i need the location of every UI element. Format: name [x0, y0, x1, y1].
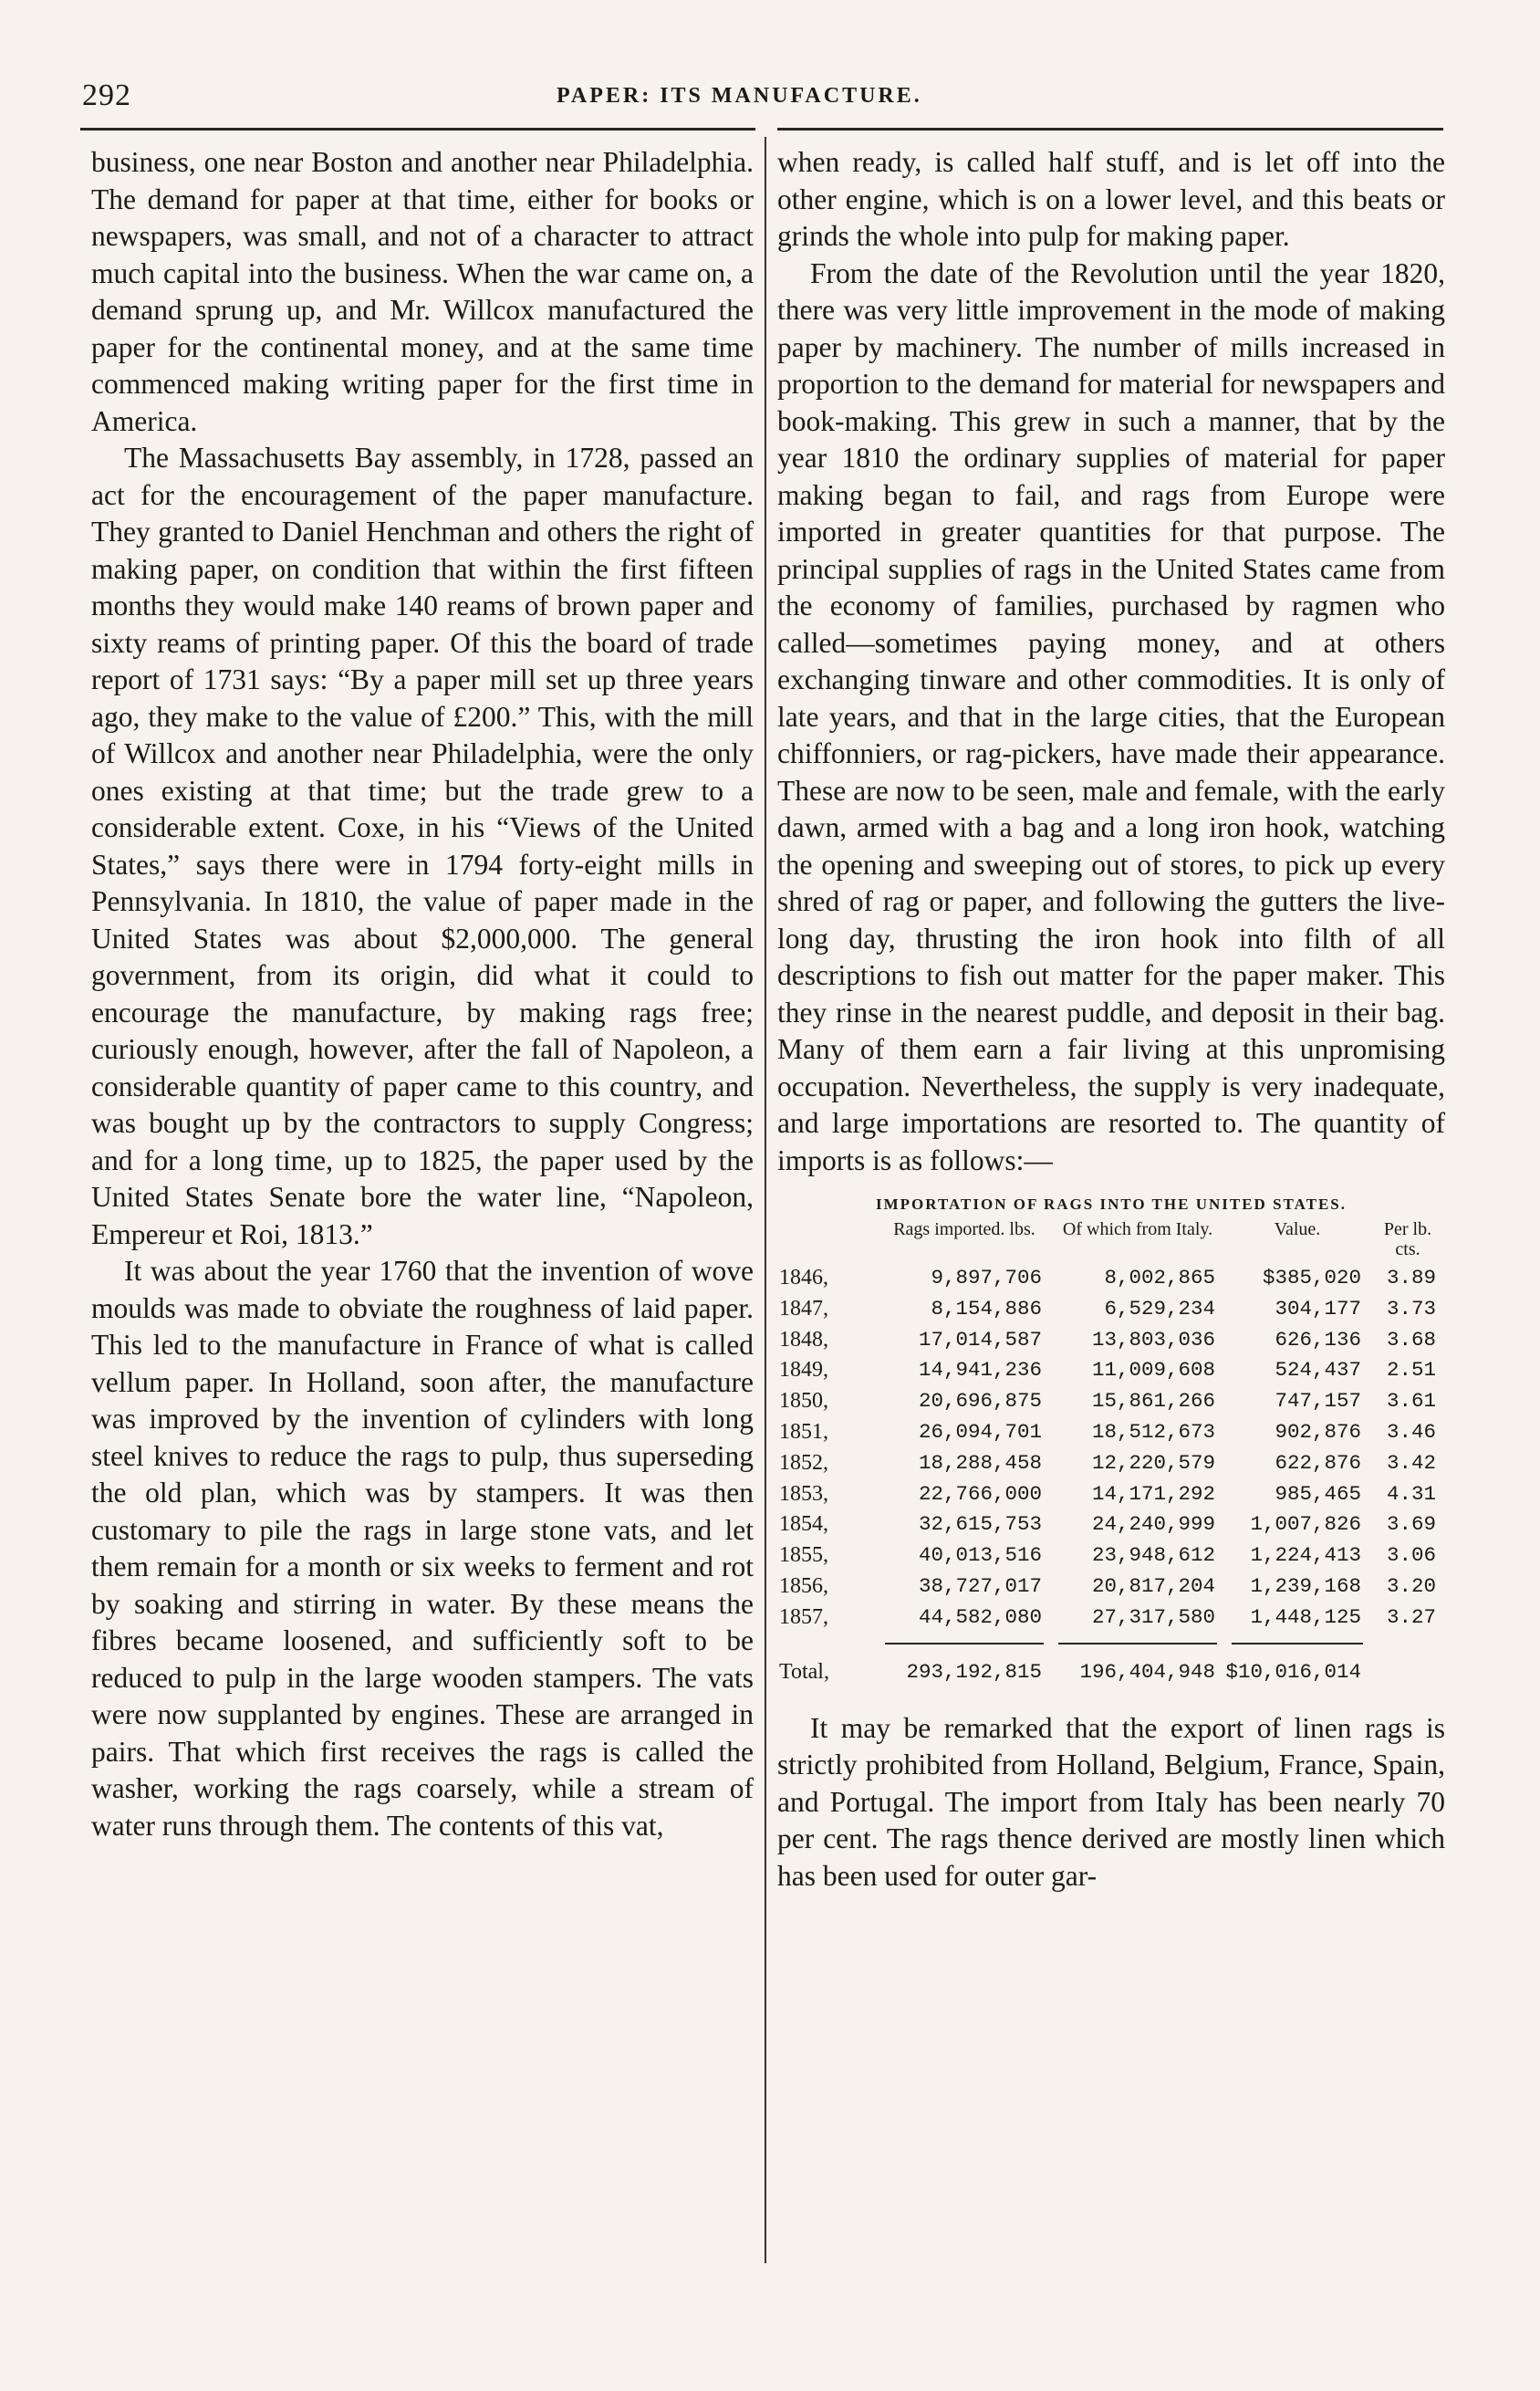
table-cell: 18,512,673 — [1091, 1419, 1215, 1444]
table-row — [777, 1571, 1445, 1603]
table-cell: 747,157 — [1275, 1389, 1361, 1414]
row-year: 1848, — [779, 1327, 828, 1352]
table-cell: 3.27 — [1386, 1604, 1436, 1629]
table-cell: 1,448,125 — [1250, 1604, 1361, 1629]
table-header-cell: Rags imported. lbs. — [893, 1219, 1035, 1239]
table-cell: 23,948,612 — [1091, 1543, 1215, 1568]
table-cell: 12,220,579 — [1091, 1450, 1215, 1475]
row-year: 1854, — [779, 1512, 828, 1537]
row-year: 1851, — [779, 1419, 828, 1444]
row-year: 1850, — [779, 1389, 828, 1414]
header-rule-left — [80, 128, 755, 131]
table-cell: 32,615,753 — [918, 1512, 1042, 1537]
page-header — [82, 78, 1441, 119]
table-cell: 2.51 — [1386, 1358, 1436, 1383]
table-total-row — [777, 1655, 1445, 1688]
table-row — [777, 1386, 1445, 1417]
table-cell: 622,876 — [1275, 1450, 1361, 1475]
table-cell: 902,876 — [1275, 1419, 1361, 1444]
table-cell: 22,766,000 — [918, 1481, 1042, 1506]
table-cell: 626,136 — [1275, 1327, 1361, 1352]
table-cell: 3.42 — [1386, 1450, 1436, 1475]
table-cell: 40,013,516 — [918, 1543, 1042, 1568]
table-cell: 6,529,234 — [1104, 1296, 1215, 1321]
table-row — [777, 1355, 1445, 1386]
paragraph: From the date of the Revolution until the year 1820, there was very little improvement in the mode of making paper by machinery. The number of mills increased in proportion to the demand for material for newspapers and book-making. This grew in such a manner, that by the year 1810 the ordinary supplies of material for paper making began to fail, and rags from Europe were imported in greater quantities for that purpose. The principal supplies of rags in the United States came from the economy of families, purchased by ragmen who called—sometimes paying money, and at others exchanging tinware and other commodities. It is only of late years, and that in the large cities, that the European chiffonniers, or rag-pickers, have made their appearance. These are now to be seen, male and female, with the early dawn, armed with a bag and a long iron hook, watching the opening and sweeping out of stores, to pick up every shred of rag or paper, and following the gutters the live-long day, thrusting the iron hook into filth of all descriptions to fish out matter for the paper maker. This they rinse in the nearest puddle, and deposit in their bag. Many of them earn a fair living at this unpromising occupation. Nevertheless, the supply is very inadequate, and large importations are resorted to. The quantity of imports is as follows:— — [777, 256, 1445, 1176]
column-divider — [765, 137, 766, 2263]
table-cell: 8,154,886 — [931, 1296, 1042, 1321]
total-rule — [777, 1643, 1445, 1655]
table-cell: 3.73 — [1386, 1296, 1436, 1321]
table-row — [777, 1479, 1445, 1510]
table-header-cell: Value. — [1274, 1219, 1321, 1239]
running-title: PAPER: ITS MANUFACTURE. — [557, 84, 922, 108]
table-row — [777, 1294, 1445, 1325]
table-row — [777, 1325, 1445, 1356]
total-cell: 196,404,948 — [1079, 1659, 1215, 1684]
table-cell: 15,861,266 — [1091, 1389, 1215, 1414]
table-cell: 18,288,458 — [918, 1450, 1042, 1475]
paragraph: It was about the year 1760 that the invention of wove moulds was made to obviate the roughness of laid paper. This led to the manufacture in France of what is called vellum paper. In Holland, soon after, the manufacture was improved by the invention of cylinders with long steel knives to reduce the rags to pulp, thus superseding the old plan, which was by stampers. It was then customary to pile the rags in large stone vats, and let them remain for a month or six weeks to ferment and rot by soaking and stirring in water. By these means the fibres became loosened, and sufficiently soft to be reduced to pulp in the large wooden stampers. The vats were now supplanted by engines. These are arranged in pairs. That which first receives the rags is called the washer, working the rags coarsely, while a stream of water runs through them. The contents of this vat, — [91, 1255, 754, 1842]
table-cell: 304,177 — [1275, 1296, 1361, 1321]
table-row — [777, 1509, 1445, 1540]
table-cell: 9,897,706 — [931, 1266, 1042, 1289]
paragraph: The Massachusetts Bay assembly, in 1728, passed an act for the encouragement of the paper manufacture. They granted to Daniel Henchman and others the right of making paper, on condition that within the first fifteen months they would make 140 reams of brown paper and sixty reams of printing paper. Of this the board of trade report of 1731 says: “By a paper mill set up three years ago, they make to the value of £200.” This, with the mill of Willcox and another near Philadelphia, were the only ones existing at that time; but the trade grew to a considerable extent. Coxe, in his “Views of the United States,” says there were in 1794 forty-eight mills in Pennsylvania. In 1810, the value of paper made in the United States was about $2,000,000. The general government, from its origin, did what it could to encourage the manufacture, by making rags free; curiously enough, however, after the fall of Napoleon, a considerable quantity of paper came to this country, and was bought up by the contractors to supply Congress; and for a long time, up to 1825, the paper used by the United States Senate bore the water line, “Napoleon, Empereur et Roi, 1813.” — [91, 442, 754, 1250]
row-year: 1846, — [779, 1266, 828, 1289]
imports-table — [777, 1196, 1445, 1688]
table-cell: 1,224,413 — [1250, 1543, 1361, 1568]
table-cell: 20,696,875 — [918, 1389, 1042, 1414]
paragraph: It may be remarked that the export of linen rags is strictly prohibited from Holland, Belgium, France, Spain, and Portugal. The import from Italy has been nearly 70 per cent. The rags thence derived are mostly linen which has been used for outer gar- — [777, 1711, 1445, 1892]
row-year: 1849, — [779, 1358, 828, 1383]
table-cell: 14,171,292 — [1091, 1481, 1215, 1506]
table-cell: 1,007,826 — [1250, 1512, 1361, 1537]
row-year: 1852, — [779, 1450, 828, 1475]
table-row — [777, 1417, 1445, 1448]
left-column — [91, 144, 754, 1844]
table-cell: 17,014,587 — [918, 1327, 1042, 1352]
table-cell: 38,727,017 — [918, 1573, 1042, 1598]
table-cell: 3.69 — [1386, 1512, 1436, 1537]
total-cell: $10,016,014 — [1225, 1659, 1361, 1684]
table-cell: 985,465 — [1275, 1481, 1361, 1506]
page-number: 292 — [82, 78, 131, 112]
table-cell: 44,582,080 — [918, 1604, 1042, 1629]
row-year: 1853, — [779, 1481, 828, 1506]
row-year: 1847, — [779, 1296, 828, 1321]
table-cell: 11,009,608 — [1091, 1358, 1215, 1383]
table-cell: 3.46 — [1386, 1419, 1436, 1444]
paragraph: business, one near Boston and another near Philadelphia. The demand for paper at that time, either for books or newspapers, was small, and not of a character to attract much capital into the business. When the war came on, a demand sprung up, and Mr. Willcox manufactured the paper for the continental money, and at the same time commenced making writing paper for the first time in America. — [91, 146, 754, 437]
table-row — [777, 1603, 1445, 1634]
row-year: 1855, — [779, 1543, 828, 1568]
table-cell: 24,240,999 — [1091, 1512, 1215, 1537]
table-cell: $385,020 — [1262, 1266, 1361, 1289]
table-header — [777, 1219, 1445, 1259]
table-cell: 4.31 — [1386, 1481, 1436, 1506]
table-cell: 1,239,168 — [1250, 1573, 1361, 1598]
table-row — [777, 1540, 1445, 1571]
table-body — [777, 1263, 1445, 1634]
paragraph: when ready, is called half stuff, and is let off into the other engine, which is on a lower level, and this beats or grinds the whole into pulp for making paper. — [777, 146, 1445, 252]
table-header-cell: Of which from Italy. — [1062, 1219, 1213, 1239]
table-cell: 26,094,701 — [918, 1419, 1042, 1444]
table-cell: 20,817,204 — [1091, 1573, 1215, 1598]
table-header-cell: Per lb. cts. — [1383, 1219, 1432, 1259]
table-cell: 3.68 — [1386, 1327, 1436, 1352]
table-cell: 524,437 — [1275, 1358, 1361, 1383]
table-cell: 8,002,865 — [1104, 1266, 1215, 1289]
table-cell: 3.20 — [1386, 1573, 1436, 1598]
total-label: Total, — [779, 1659, 829, 1684]
row-year: 1856, — [779, 1573, 828, 1598]
table-cell: 3.06 — [1386, 1543, 1436, 1568]
total-cell: 293,192,815 — [906, 1659, 1042, 1684]
table-cell: 3.89 — [1386, 1266, 1436, 1289]
table-header-cell — [777, 1219, 878, 1259]
right-column — [777, 144, 1445, 1895]
table-cell: 13,803,036 — [1091, 1327, 1215, 1352]
table-cell: 14,941,236 — [918, 1358, 1042, 1383]
table-row — [777, 1263, 1445, 1294]
table-cell: 27,317,580 — [1091, 1604, 1215, 1629]
table-title: IMPORTATION OF RAGS INTO THE UNITED STATES. — [876, 1196, 1347, 1213]
header-rule-right — [777, 128, 1443, 131]
row-year: 1857, — [779, 1604, 828, 1629]
table-cell: 3.61 — [1386, 1389, 1436, 1414]
table-row — [777, 1448, 1445, 1479]
